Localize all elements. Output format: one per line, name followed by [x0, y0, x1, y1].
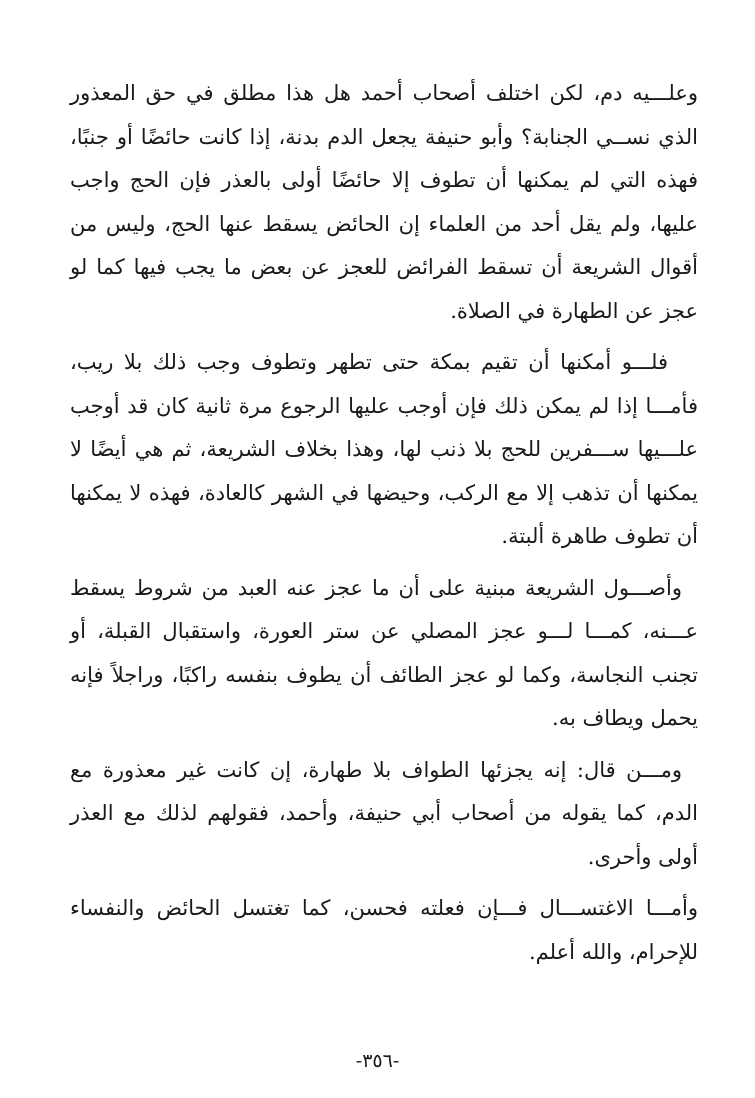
body-text	[70, 72, 698, 974]
paragraph-3: وأصـــول الشريعة مبنية على أن ما عجز عنه العبد من شروط يسقط عـــنه، كمـــا لـــو عجز المصلي عن ستر العورة، واستقبال القبلة، أو تجنب النجاسة، وكما لو عجز الطائف أن يطوف بنفسه راكبًا، وراجلاً فإنه يحمل ويطاف به.	[70, 575, 698, 730]
paragraph-5: وأمـــا الاغتســـال فـــإن فعلته فحسن، كما تغتسل الحائض والنفساء للإحرام، والله أعلم.	[70, 896, 698, 964]
page-number: -٣٥٦-	[355, 1050, 400, 1072]
paragraph-2: فلـــو أمكنها أن تقيم بمكة حتى تطهر وتطوف وجب ذلك بلا ريب، فأمـــا إذا لم يمكن ذلك فإن أوجب عليها الرجوع مرة ثانية كان قد أوجب علـــيها ســـفرين للحج بلا ذنب لها، وهذا بخلاف الشريعة، ثم هي أيضًا لا يمكنها أن تذهب إلا مع الركب، وحيضها في الشهر كالعادة، فهذه لا يمكنها أن تطوف طاهرة ألبتة.	[70, 350, 698, 548]
paragraph-4: ومـــن قال: إنه يجزئها الطواف بلا طهارة، إن كانت غير معذورة مع الدم، كما يقوله من أصحاب أبي حنيفة، وأحمد، فقولهم لذلك مع العذر أولى وأحرى.	[70, 757, 698, 869]
paragraph-1: وعلـــيه دم، لكن اختلف أصحاب أحمد هل هذا مطلق في حق المعذور الذي نســي الجنابة؟ وأبو حنيفة يجعل الدم بدنة، إذا كانت حائضًا أو جنبًا، فهذه التي لم يمكنها أن تطوف إلا حائضًا أولى بالعذر فإن الحج واجب عليها، ولم يقل أحد من العلماء إن الحائض يسقط عنها الحج، وليس من أقوال الشريعة أن تسقط الفرائض للعجز عن بعض ما يجب فيها كما لو عجز عن الطهارة في الصلاة.	[70, 81, 698, 323]
